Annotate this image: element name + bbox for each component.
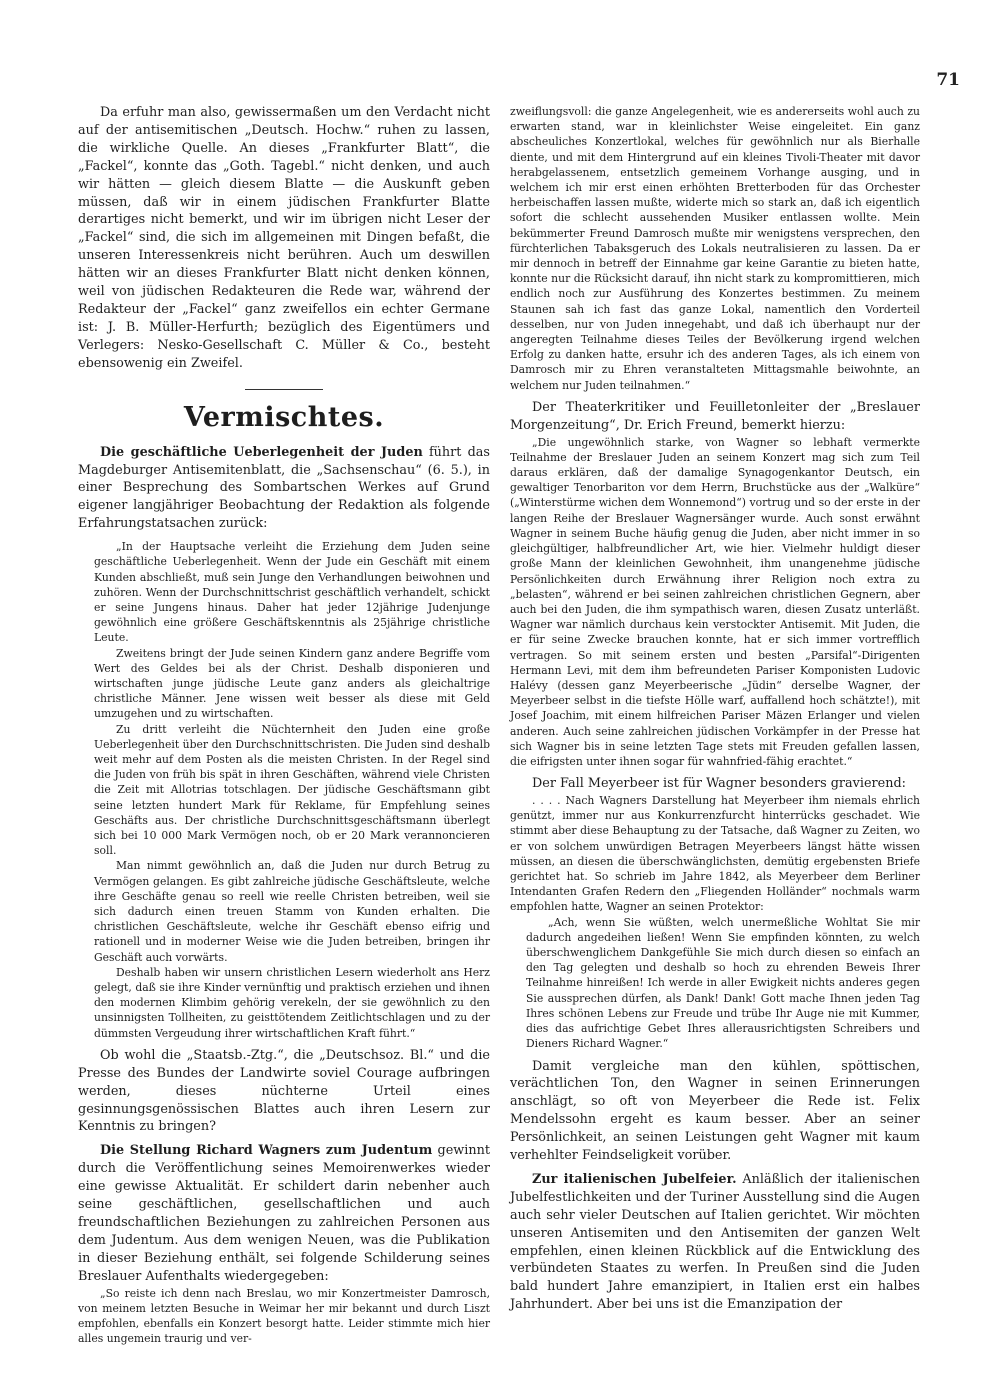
quote-paragraph: „In der Hauptsache verleiht die Erziehung dem Juden seine geschäftliche Ueberlegenheit. Wenn der Jude ein Geschäft mit einem Kunden abschließt, muß sein Junge den Verhandlungen beiwohnen und zuhören. Wenn der Durchschnittschrist geschäftlich verhandelt, schickt er seine Jungens hinaus. Daher hat jeder 12jährige Judenjunge gewöhnlich eine größere Geschäftskenntnis als 25jährige christliche Leute. [94, 540, 490, 645]
article-business-closing: Ob wohl die „Staatsb.-Ztg.“, die „Deutschsoz. Bl.“ und die Presse des Bundes der Landwirte soviel Courage aufbringen werden, dieses nüchterne Urteil eines gesinnungsgenössischen Blattes auch ihren Lesern zur Kenntnis zu bringen? [78, 1047, 490, 1135]
article-wagner-intro-text: gewinnt durch die Veröffentlichung seines Memoirenwerkes wieder eine gewisse Aktualität. Er schildert darin nebenher auch seine geschäftlichen, gesellschaftlichen und auch freundschaftlichen Beziehungen zu zahlreichen Personen aus dem Judentum. Aus dem wenigen Neuen, was die Publikation in dieser Beziehung enthält, sei folgende Schilderung seines Breslauer Aufenthalts wiedergegeben: [78, 1143, 490, 1284]
left-column [78, 104, 490, 1346]
meyerbeer-conclusion: Damit vergleiche man den kühlen, spöttischen, verächtlichen Ton, den Wagner in seinen Erinnerungen anschlägt, so oft von Meyerbeer die Rede ist. Felix Mendelssohn ergeht es kaum besser. Aber an seiner Persönlichkeit, an seinen Leistungen geht Wagner mit kaum verhehlter Feindseligkeit vorüber. [510, 1058, 920, 1164]
quote-block-wagner-letter [510, 915, 920, 1052]
section-heading: Vermischtes. [183, 401, 385, 433]
article-business-intro [78, 444, 490, 534]
page-number: 71 [936, 70, 960, 90]
article-wagner-headline: Die Stellung Richard Wagners zum Judentum [100, 1143, 433, 1159]
quote-wagner-breslau-cont: zweiflungsvoll: die ganze Angelegenheit, wie es andererseits wohl auch zu erwarten stand, war in kleinlichster Weise eingeleitet. Ein ganz abscheuliches Konzertlokal, welches für gewöhnlich nur als Bierhalle diente, und mit dem Hintergrund auf ein kleines Tivoli-Theater mit davor herabgelassenem, entsetzlich gemeinem Vorhange ausging, und in welchem ich mir erst einen erhöhten Bretterboden für das Orchester herbeischaffen lassen mußte, widerte mich so stark an, daß ich eigentlich sofort die schlecht aussehenden Musiker entlassen wollte. Mein bekümmerter Freund Damrosch mußte mir wenigstens versprechen, den fürchterlichen Tabaksgeruch des Lokals neutralisieren zu lassen. Da er mir dennoch in betreff der Einnahme gar keine Garantie zu bieten hatte, konnte nur die Rücksicht darauf, ihn nicht stark zu kompromittieren, mich endlich noch zur Ausführung des Konzertes bestimmen. Zu meinem Staunen sah ich fast das ganze Lokal, namentlich den Vorderteil desselben, nur von Juden innegehabt, und daß ich überhaupt nur der angeregten Teilnahme dieses Teiles der Bevölkerung irgend welchen Erfolg zu danken hatte, ersuhr ich des anderen Tages, als ich einem von Damrosch mir zu Ehren veranstalteten Mittagsmahle beiwohnte, an welchem nur Juden teilnahmen.“ [510, 105, 920, 392]
article-business-headline: Die geschäftliche Ueberlegenheit der Juden [100, 444, 423, 460]
quote-paragraph: Man nimmt gewöhnlich an, daß die Juden nur durch Betrug zu Vermögen gelangen. Es gibt zahlreiche jüdische Geschäftsleute, welche ihre Geschäfte genau so reell wie reelle Christen betreiben, weil sie sich dadurch einen treuen Stamm von Kunden erhalten. Die christlichen Geschäftsleute, welche ihr Geschäft ebenso eifrig und rationell und in moderner Weise wie die Juden betreiben, bringen ihr Geschäft auch vorwärts. [94, 859, 490, 964]
article-italy [510, 1171, 920, 1314]
quote-block-sachsenschau [78, 539, 490, 1041]
quote-wagner-breslau-start: „So reiste ich denn nach Breslau, wo mir Konzertmeister Damrosch, von meinem letzten Besuche in Weimar her mir bekannt und durch Liszt empfohlen, ebenfalls ein Konzert besorgt hatte. Leider stimmte mich hier alles ungemein traurig und ver- [78, 1286, 490, 1346]
article-freund-intro: Der Theaterkritiker und Feuilletonleiter der „Breslauer Morgenzeitung“, Dr. Erich Freund, bemerkt hierzu: [510, 399, 920, 433]
article-italy-headline: Zur italienischen Jubelfeier. [532, 1171, 737, 1187]
quote-wagner-letter: „Ach, wenn Sie wüßten, welch unermeßliche Wohltat Sie mir dadurch angedeihen ließen! Wenn Sie empfinden könnten, zu welch überschwenglichem Dankgefühle Sie mich durch diesen so einfach an den Tag gelegten und deshalb so hoch zu ehrenden Beweis Ihrer Teilnahme hinreißen! Ich werde in aller Ewigkeit nichts anderes gegen Sie aussprechen dürfen, als Dank! Dank! Gott mache Ihnen jeden Tag Ihres schönen Lebens zur Freude und trübe Ihr Auge nie mit Kummer, dies das aufrichtige Gebet Ihres allerausrichtigsten Schreibers und Dieners Richard Wagner.“ [526, 915, 920, 1051]
quote-paragraph: Deshalb haben wir unsern christlichen Lesern wiederholt ans Herz gelegt, daß sie ihre Kinder vernünftig und praktisch erziehen und ihnen den modernen Klimbim gehörig verekeln, der sie gewöhnlich zu den unsinnigsten Tollheiten, zu geisttötendem Zeitlichtschlagen und zu der dümmsten Vergeudung ihrer wirtschaftlichen Kraft führt.“ [94, 965, 490, 1040]
meyerbeer-intro: Der Fall Meyerbeer ist für Wagner besonders gravierend: [532, 776, 906, 792]
quote-paragraph: Zweitens bringt der Jude seinen Kindern ganz andere Begriffe vom Wert des Geldes bei als der Christ. Deshalb disponieren und wirtschaften junge jüdische Leute ganz anders als gleichaltrige christliche Männer. Jene wissen weit besser als diese mit Geld umzugehen und zu wirtschaften. [94, 646, 490, 721]
quote-freund: „Die ungewöhnlich starke, von Wagner so lebhaft vermerkte Teilnahme der Breslauer Juden an seinem Konzert mag sich zum Teil daraus erklären, daß der damalige Synagogenkantor Deutsch, ein gewaltiger Tenorbariton vor dem Herrn, Bruchstücke aus der „Walküre“ („Winterstürme wichen dem Wonnemond“) vortrug und so der erste in der langen Reihe der Breslauer Wagnersänger wurde. Auch sonst erwähnt Wagner in seinem Buche häufig genug die Juden, aber nicht immer in so gleichgültiger, halbfreundlicher Art, wie hier. Vielmehr huldigt dieser große Mann der kleinlichen Gewohnheit, ihm unangenehme jüdische Persönlichkeiten durch Erwähnung ihrer Religion noch extra zu „belasten“, während er bei seinen zahlreichen christlichen Gegnern, aber auch bei den Juden, die ihm sympathisch waren, diesen Zusatz unterläßt. Wagner war nämlich durchaus kein verstockter Antisemit. Mit Juden, die er für seine Zwecke brauchen konnte, hat er sich immer vortrefflich vertragen. So mit seinem ersten und besten „Parsifal“-Dirigenten Hermann Levi, mit dem ihm befreundeten Pariser Komponisten Ludovic Halévy (dessen ganz Meyerbeerische „Jüdin“ derselbe Wagner, der Meyerbeer selbst in die tiefste Hölle warf, auffallend hoch schätzte!), mit Josef Joachim, mit einem hilfreichen Pariser Mäzen Erlanger und vielen anderen. Auch seine zahlreichen jüdischen Vorkämpfer in der Presse hat sich Wagner bis in seine letzten Tage stets mit Freuden gefallen lassen, die eifrigsten unter ihnen sogar für wahnfried-fähig erachtet.“ [510, 435, 920, 768]
section-divider [245, 389, 323, 390]
article-business-intro-text: führt das Magdeburger Antisemitenblatt, die „Sachsenschau“ (6. 5.), in einer Besprechung des Sombartschen Werkes auf Grund eigener langjähriger Beobachtung der Redaktion als folgende Erfahrungstatsachen zurück: [78, 444, 490, 532]
meyerbeer-paragraph: . . . . Nach Wagners Darstellung hat Meyerbeer ihm niemals ehrlich genützt, immer nur aus Konkurrenzfurcht hinterrücks geschadet. Wie stimmt aber diese Behauptung zu der Tatsache, daß Wagner zu Zeiten, wo er von solchem unwürdigen Betragen Meyerbeers längst hätte wissen müssen, an diesen die überschwänglichsten, demütig ergebensten Briefe gerichtet hat. So schrieb im Jahre 1842, als Meyerbeer dem Berliner Intendanten Grafen Redern den „Fliegenden Holländer“ nochmals warm empfohlen hatte, Wagner an seinen Protektor: [510, 794, 920, 914]
quote-paragraph: Zu dritt verleiht die Nüchternheit den Juden eine große Ueberlegenheit über den Durchschnittschristen. Die Juden sind deshalb weit mehr auf dem Posten als die meisten Christen. In der Regel sind die Juden von früh bis spät in ihren Geschäften, während viele Christen die Zeit mit Allotrias totschlagen. Der jüdische Geschäftsmann gibt seine letzten hundert Mark für Reklame, für Empfehlung seines Geschäfts aus. Der christliche Durchschnittsgeschäftsmann überlegt sich bei 10 000 Mark Vermögen noch, ob er 20 Mark verannoncieren soll. [94, 722, 490, 858]
article-wagner-intro [78, 1142, 490, 1285]
article-italy-text: Anläßlich der italienischen Jubelfestlichkeiten und der Turiner Ausstellung sind die Augen auch sehr vieler Deutschen auf Italien gerichtet. Wir möchten unseren Antisemiten und den Antisemiten der ganzen Welt empfehlen, einen kleinen Rückblick auf die Entwicklung des verbündeten Staates zu werfen. In Preußen sind die Juden bald hundert Jahre emanzipiert, in Italien erst ein halbes Jahrhundert. Aber bei uns ist die Emanzipation der [510, 1171, 921, 1313]
intro-paragraph: Da erfuhr man also, gewissermaßen um den Verdacht nicht auf der antisemitischen „Deutsch. Hochw.“ ruhen zu lassen, die wirkliche Quelle. An dieses „Frankfurter Blatt“, die „Fackel“, konnte das „Goth. Tagebl.“ nicht denken, und auch wir hätten — gleich diesem Blatte — die Auskunft geben müssen, daß wir in einem jüdischen Frankfurter Blatte derartiges nicht bemerkt, und wir im übrigen nicht Leser der „Fackel“ sind, die sich im allgemeinen mit Dingen befaßt, die unseren Interessenkreis nicht berühren. Auch um deswillen hätten wir an dieses Frankfurter Blatt nicht denken können, weil von jüdischen Redakteuren die Rede war, während der Redakteur der „Fackel“ ganz zweifellos ein echter Germane ist: J. B. Müller-Herfurth; bezüglich des Eigentümers und Verlegers: Nesko-Gesellschaft C. Müller & Co., besteht ebensowenig ein Zweifel. [78, 105, 490, 371]
right-column [510, 104, 920, 1314]
